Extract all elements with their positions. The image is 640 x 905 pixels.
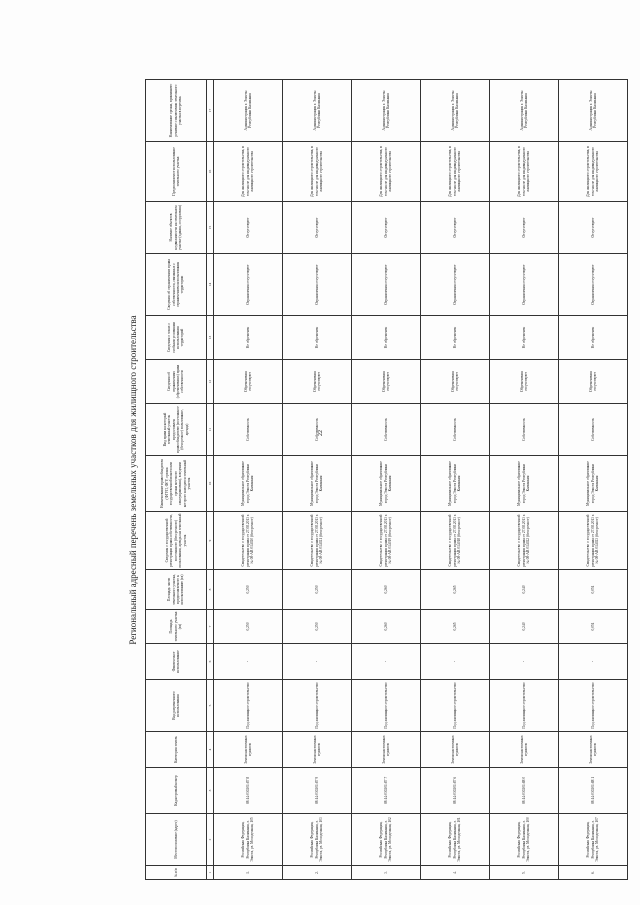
column-number: 7 bbox=[207, 610, 214, 644]
cell-objects: Отсутствуют bbox=[352, 202, 421, 254]
cell-cadastral: 08:14:030201:87 9 bbox=[283, 768, 352, 814]
cell-n: 4. bbox=[421, 866, 490, 880]
cell-category: Земли населенных пунктов bbox=[283, 732, 352, 768]
cell-owner: Муниципальное образование город Элиста Республики Калмыкия bbox=[490, 456, 559, 512]
cell-purpose: Для жилищного строительства, в том числе для индивидуального жилищного строительства bbox=[214, 142, 283, 202]
column-header: Сведения о государственной регистрации права собственности, постоянного (бессрочного) пользования, аренды на земельный участок bbox=[146, 512, 207, 570]
column-number: 15 bbox=[207, 202, 214, 254]
cell-owner: Муниципальное образование город Элиста Республики Калмыкия bbox=[352, 456, 421, 512]
cell-actual: - bbox=[559, 644, 628, 680]
cell-right: Собственность bbox=[352, 404, 421, 456]
cell-part-area: 0,265 bbox=[421, 570, 490, 610]
column-number: 12 bbox=[207, 360, 214, 404]
column-number: 4 bbox=[207, 732, 214, 768]
column-number: 8 bbox=[207, 570, 214, 610]
column-header: Сведения об ограничениях (обременениях) права собственности bbox=[146, 360, 207, 404]
cell-area: 0,051 bbox=[559, 610, 628, 644]
cell-registration: Свидетельство о государственной регистрации права от 27.08.2013 г. № 08-АВ 014022 (бессрочное) bbox=[490, 512, 559, 570]
cell-part-area: 0,051 bbox=[559, 570, 628, 610]
column-number: 3 bbox=[207, 768, 214, 814]
column-header: Местоположение (адрес) bbox=[146, 814, 207, 866]
cell-area: 0,240 bbox=[490, 610, 559, 644]
cell-use: Под жилищное строительство bbox=[421, 680, 490, 732]
cell-purpose: Для жилищного строительства, в том числе для индивидуального жилищного строительства bbox=[559, 142, 628, 202]
header-row bbox=[146, 80, 207, 880]
cell-category: Земли населенных пунктов bbox=[559, 732, 628, 768]
column-header: Вид разрешенного использования bbox=[146, 680, 207, 732]
column-header: № п/п bbox=[146, 866, 207, 880]
cell-encumbrance: Обременения отсутствуют bbox=[490, 360, 559, 404]
cell-right: Собственность bbox=[559, 404, 628, 456]
cell-zones: Не обременен bbox=[283, 316, 352, 360]
cell-n: 1. bbox=[214, 866, 283, 880]
table-row bbox=[352, 80, 421, 880]
column-number: 6 bbox=[207, 644, 214, 680]
cell-restrictions: Ограничения отсутствуют bbox=[283, 254, 352, 316]
cell-registration: Свидетельство о государственной регистрации права от 27.08.2013 г. № 08-АВ 014018 (бессрочное) bbox=[421, 512, 490, 570]
cell-registration: Свидетельство о государственной регистрации права от 27.08.2013 г. № 08-АВ 014020 (бессрочное) bbox=[214, 512, 283, 570]
cell-objects: Отсутствуют bbox=[559, 202, 628, 254]
cell-n: 5. bbox=[490, 866, 559, 880]
cell-address: Российская Федерация, Республика Калмыкия, г. Элиста, ул. Молодежная, 103 bbox=[283, 814, 352, 866]
column-number: 2 bbox=[207, 814, 214, 866]
column-number: 5 bbox=[207, 680, 214, 732]
cell-registration: Свидетельство о государственной регистрации права от 27.08.2013 г. № 08-АВ 014023 (бессрочное) bbox=[559, 512, 628, 570]
cell-actual: - bbox=[352, 644, 421, 680]
cell-part-area: 0,250 bbox=[214, 570, 283, 610]
cell-restrictions: Ограничения отсутствуют bbox=[421, 254, 490, 316]
cell-registration: Свидетельство о государственной регистрации права от 27.08.2013 г. № 08-АВ 014021 (бессрочное) bbox=[283, 512, 352, 570]
column-header: Фактическое использование bbox=[146, 644, 207, 680]
cell-right: Собственность bbox=[283, 404, 352, 456]
cell-address: Российская Федерация, Республика Калмыкия, г. Элиста, ул. Молодежная, 107 bbox=[559, 814, 628, 866]
cell-owner: Муниципальное образование город Элиста Республики Калмыкия bbox=[283, 456, 352, 512]
column-number: 9 bbox=[207, 512, 214, 570]
cell-zones: Не обременен bbox=[559, 316, 628, 360]
cell-address: Российская Федерация, Республика Калмыкия, г. Элиста, ул. Молодежная, 100 bbox=[490, 814, 559, 866]
cell-area: 0,260 bbox=[352, 610, 421, 644]
column-number: 10 bbox=[207, 456, 214, 512]
column-header: Кадастровый номер bbox=[146, 768, 207, 814]
cell-address: Российская Федерация, Республика Калмыкия, г. Элиста, ул. Молодежная, 105 bbox=[214, 814, 283, 866]
cell-cadastral: 08:14:030201:88 1 bbox=[559, 768, 628, 814]
cell-objects: Отсутствуют bbox=[490, 202, 559, 254]
table-row bbox=[421, 80, 490, 880]
cell-category: Земли населенных пунктов bbox=[421, 732, 490, 768]
table-row bbox=[283, 80, 352, 880]
table-row bbox=[214, 80, 283, 880]
cell-area: 0,265 bbox=[421, 610, 490, 644]
column-header: Площадь земельного участка (га) bbox=[146, 610, 207, 644]
table-row bbox=[559, 80, 628, 880]
cell-body: Администрация г. Элисты Республики Калмыкия bbox=[283, 80, 352, 142]
cell-zones: Не обременен bbox=[490, 316, 559, 360]
cell-encumbrance: Обременения отсутствуют bbox=[214, 360, 283, 404]
cell-zones: Не обременен bbox=[421, 316, 490, 360]
cell-zones: Не обременен bbox=[214, 316, 283, 360]
cell-encumbrance: Обременения отсутствуют bbox=[421, 360, 490, 404]
cell-encumbrance: Обременения отсутствуют bbox=[352, 360, 421, 404]
cell-purpose: Для жилищного строительства, в том числе для индивидуального жилищного строительства bbox=[490, 142, 559, 202]
cell-address: Российская Федерация, Республика Калмыкия, г. Элиста, ул. Молодежная, 101 bbox=[421, 814, 490, 866]
column-header: Наличие объектов недвижимости на земельном участке (здания, сооружения) bbox=[146, 202, 207, 254]
cell-part-area: 0,240 bbox=[490, 570, 559, 610]
table-body bbox=[214, 80, 628, 880]
cell-purpose: Для жилищного строительства, в том числе для индивидуального жилищного строительства bbox=[421, 142, 490, 202]
cell-owner: Муниципальное образование город Элиста Республики Калмыкия bbox=[214, 456, 283, 512]
page-number: 22 bbox=[318, 430, 324, 436]
cell-area: 0,250 bbox=[214, 610, 283, 644]
column-number: 13 bbox=[207, 316, 214, 360]
cell-restrictions: Ограничения отсутствуют bbox=[352, 254, 421, 316]
column-header: Наименование правообладателя (ФГУП, ФГУ, органа государственной власти или органа местного самоуправления), в ведении которого находится земельный участок bbox=[146, 456, 207, 512]
cell-use: Под жилищное строительство bbox=[559, 680, 628, 732]
column-number: 1 bbox=[207, 866, 214, 880]
cell-n: 2. bbox=[283, 866, 352, 880]
cell-cadastral: 08:14:030201:87 7 bbox=[352, 768, 421, 814]
cell-body: Администрация г. Элисты Республики Калмыкия bbox=[421, 80, 490, 142]
cell-actual: - bbox=[214, 644, 283, 680]
cell-purpose: Для жилищного строительства, в том числе для индивидуального жилищного строительства bbox=[352, 142, 421, 202]
cell-objects: Отсутствуют bbox=[421, 202, 490, 254]
cell-restrictions: Ограничения отсутствуют bbox=[490, 254, 559, 316]
cell-registration: Свидетельство о государственной регистрации права от 27.08.2013 г. № 08-АВ 014019 (бессрочное) bbox=[352, 512, 421, 570]
column-header: Сведения об ограничениях права собственности, связанных с ограничением использования территории bbox=[146, 254, 207, 316]
cell-purpose: Для жилищного строительства, в том числе для индивидуального жилищного строительства bbox=[283, 142, 352, 202]
cell-encumbrance: Обременения отсутствуют bbox=[559, 360, 628, 404]
cell-actual: - bbox=[490, 644, 559, 680]
cell-right: Собственность bbox=[214, 404, 283, 456]
table-row bbox=[490, 80, 559, 880]
cell-category: Земли населенных пунктов bbox=[352, 732, 421, 768]
document-title: Региональный адресный перечень земельных участков для жилищного строительства bbox=[128, 315, 138, 645]
cell-encumbrance: Обременения отсутствуют bbox=[283, 360, 352, 404]
cell-cadastral: 08:14:030201:87 6 bbox=[421, 768, 490, 814]
cell-body: Администрация г. Элисты Республики Калмыкия bbox=[214, 80, 283, 142]
cell-part-area: 0,260 bbox=[352, 570, 421, 610]
cell-objects: Отсутствуют bbox=[283, 202, 352, 254]
column-number: 16 bbox=[207, 142, 214, 202]
column-header: Сведения о зонах с особыми условиями использования территорий bbox=[146, 316, 207, 360]
column-header: Площадь части земельного участка, предполагаемого к использованию (га) bbox=[146, 570, 207, 610]
cell-actual: - bbox=[421, 644, 490, 680]
rotated-content bbox=[125, 80, 620, 880]
column-number-row bbox=[207, 80, 214, 880]
cell-body: Администрация г. Элисты Республики Калмыкия bbox=[559, 80, 628, 142]
cell-n: 6. bbox=[559, 866, 628, 880]
cell-restrictions: Ограничения отсутствуют bbox=[214, 254, 283, 316]
cell-objects: Отсутствуют bbox=[214, 202, 283, 254]
cell-n: 3. bbox=[352, 866, 421, 880]
cell-category: Земли населенных пунктов bbox=[214, 732, 283, 768]
column-header: Предполагаемое использование земельного участка bbox=[146, 142, 207, 202]
column-header: Категория земель bbox=[146, 732, 207, 768]
cell-address: Российская Федерация, Республика Калмыкия, г. Элиста, ул. Молодежная, 102 bbox=[352, 814, 421, 866]
column-number: 11 bbox=[207, 404, 214, 456]
cell-restrictions: Ограничения отсутствуют bbox=[559, 254, 628, 316]
cell-area: 0,250 bbox=[283, 610, 352, 644]
land-plots-table bbox=[145, 79, 628, 880]
cell-owner: Муниципальное образование город Элиста Республики Калмыкия bbox=[559, 456, 628, 512]
cell-use: Под жилищное строительство bbox=[352, 680, 421, 732]
cell-use: Под жилищное строительство bbox=[214, 680, 283, 732]
cell-use: Под жилищное строительство bbox=[490, 680, 559, 732]
cell-cadastral: 08:14:030201:87 8 bbox=[214, 768, 283, 814]
cell-zones: Не обременен bbox=[352, 316, 421, 360]
cell-right: Собственность bbox=[421, 404, 490, 456]
cell-part-area: 0,250 bbox=[283, 570, 352, 610]
cell-body: Администрация г. Элисты Республики Калмыкия bbox=[352, 80, 421, 142]
column-number: 17 bbox=[207, 80, 214, 142]
cell-body: Администрация г. Элисты Республики Калмыкия bbox=[490, 80, 559, 142]
cell-cadastral: 08:14:030201:88 0 bbox=[490, 768, 559, 814]
cell-category: Земли населенных пунктов bbox=[490, 732, 559, 768]
column-number: 14 bbox=[207, 254, 214, 316]
cell-owner: Муниципальное образование город Элиста Республики Калмыкия bbox=[421, 456, 490, 512]
cell-actual: - bbox=[283, 644, 352, 680]
cell-right: Собственность bbox=[490, 404, 559, 456]
cell-use: Под жилищное строительство bbox=[283, 680, 352, 732]
column-header: Наименование органа, принявшего решение о включении земельного участка в перечень bbox=[146, 80, 207, 142]
column-header: Вид права на который земельный участок предоставлен правообладателю (постоянное (бессрочное) пользование, аренда) bbox=[146, 404, 207, 456]
